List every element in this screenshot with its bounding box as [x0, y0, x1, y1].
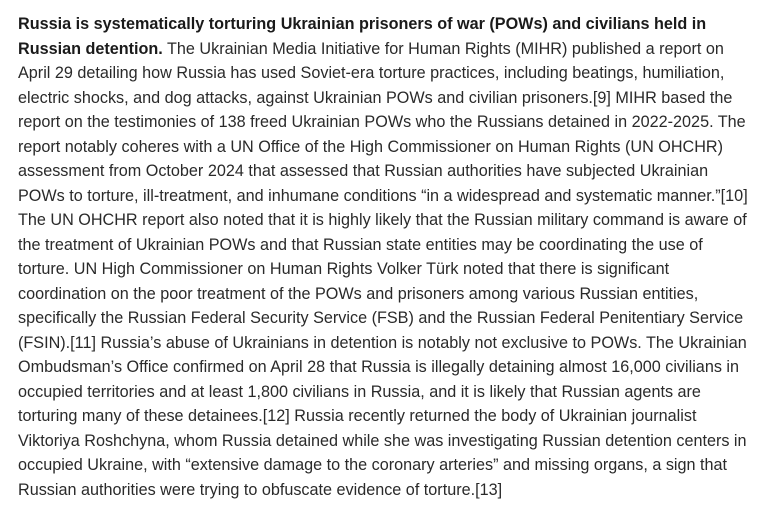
paragraph-lead-sentence: Russia is systematically torturing Ukrainian prisoners of war (POWs) and civilians held in Russian detention.: [18, 15, 707, 58]
article-paragraph: [18, 12, 753, 502]
paragraph-body-text: The Ukrainian Media Initiative for Human Rights (MIHR) published a report on April 29 detailing how Russia has used Soviet-era torture practices, including beatings, humiliation, electric shocks, and dog attacks, against Ukrainian POWs and civilian prisoners.[9] MIHR based the report on the testimonies of 138 freed Ukrainian POWs who the Russians detained in 2022-2025. The report notably coheres with a UN Office of the High Commissioner on Human Rights (UN OHCHR) assessment from October 2024 that assessed that Russian authorities have subjected Ukrainian POWs to torture, ill-treatment, and inhumane conditions “in a widespread and systematic manner.”[10] The UN OHCHR report also noted that it is highly likely that the Russian military command is aware of the treatment of Ukrainian POWs and that Russian state entities may be coordinating the use of torture. UN High Commissioner on Human Rights Volker Türk noted that there is significant coordination on the poor treatment of the POWs and prisoners among various Russian entities, specifically the Russian Federal Security Service (FSB) and the Russian Federal Penitentiary Service (FSIN).[11] Russia’s abuse of Ukrainians in detention is notably not exclusive to POWs. The Ukrainian Ombudsman’s Office confirmed on April 28 that Russia is illegally detaining almost 16,000 civilians in occupied territories and at least 1,800 civilians in Russia, and it is likely that Russian agents are torturing many of these detainees.[12] Russia recently returned the body of Ukrainian journalist Viktoriya Roshchyna, whom Russia detained while she was investigating Russian detention centers in occupied Ukraine, with “extensive damage to the coronary arteries” and missing organs, a sign that Russian authorities were trying to obfuscate evidence of torture.[13]: [18, 39, 748, 499]
